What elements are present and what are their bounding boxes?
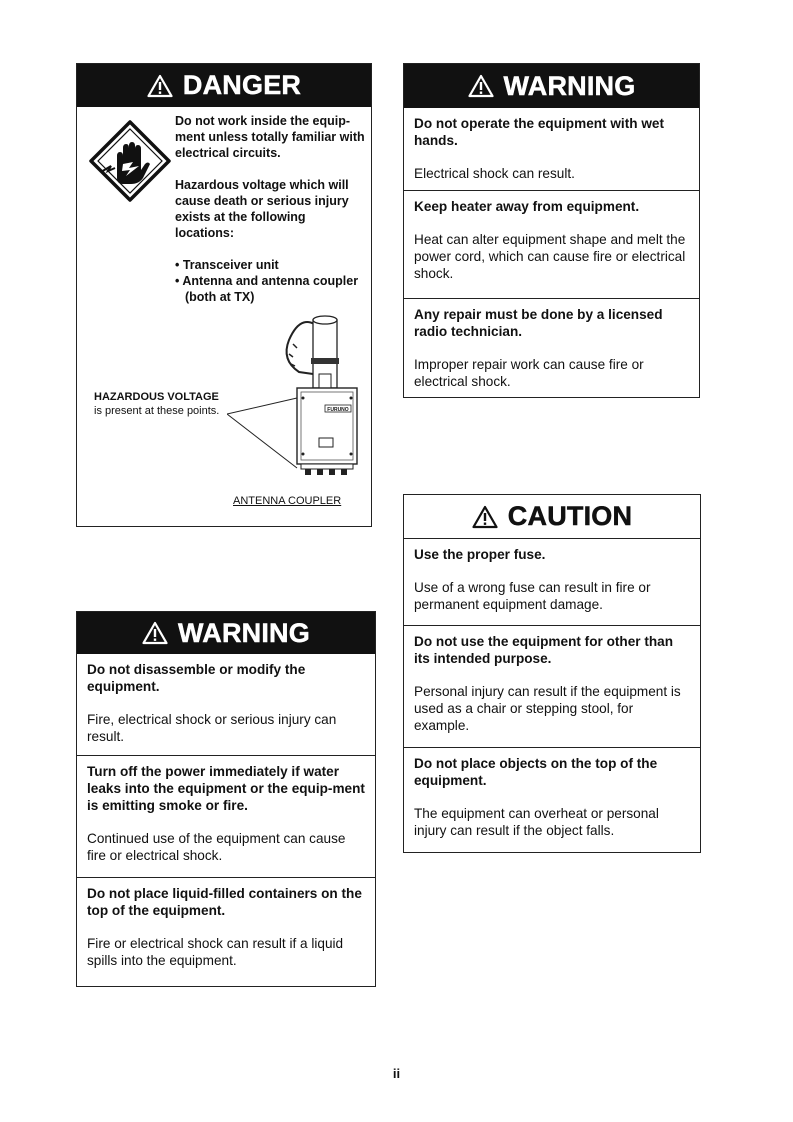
warning-left-item	[77, 877, 375, 978]
warning-box-right	[403, 63, 700, 398]
warning-right-header	[404, 64, 699, 108]
warning-right-item-text: Electrical shock can result.	[414, 166, 575, 181]
warning-left-item-text: Continued use of the equipment can cause fire or electrical shock.	[87, 831, 346, 863]
hazardous-voltage-title: HAZARDOUS VOLTAGE	[94, 391, 219, 403]
antenna-coupler-illustration	[227, 310, 367, 480]
electric-hazard-icon	[87, 118, 173, 204]
hazardous-voltage-label	[94, 390, 219, 418]
warning-right-title: WARNING	[503, 70, 636, 101]
warning-left-header	[77, 612, 375, 654]
warning-right-item-text: Heat can alter equipment shape and melt the power cord, which can cause fire or electrical shock.	[414, 232, 686, 281]
warning-left-item	[77, 654, 375, 755]
caution-item-bold: Do not use the equipment for other than its intended purpose.	[414, 634, 674, 666]
warning-right-item	[404, 108, 699, 190]
danger-header	[77, 64, 371, 107]
caution-item-text: Use of a wrong fuse can result in fire or permanent equipment damage.	[414, 580, 651, 612]
caution-header	[404, 495, 700, 539]
warning-right-item-bold: Do not operate the equipment with wet hands.	[414, 116, 664, 148]
danger-text	[175, 113, 365, 305]
caution-box	[403, 494, 701, 853]
warning-left-title: WARNING	[178, 617, 310, 648]
warning-right-item	[404, 190, 699, 298]
warning-triangle-icon	[472, 505, 498, 529]
caution-item	[404, 625, 700, 747]
caution-item-bold: Do not place objects on the top of the equipment.	[414, 756, 658, 788]
warning-triangle-icon	[142, 621, 168, 645]
caution-item-text: Personal injury can result if the equipment is used as a chair or stepping stool, for example.	[414, 684, 681, 733]
warning-left-item-text: Fire, electrical shock or serious injury can result.	[87, 712, 337, 744]
caution-item-bold: Use the proper fuse.	[414, 547, 546, 562]
warning-triangle-icon	[468, 74, 494, 98]
logo-text: FURUNO	[327, 407, 349, 413]
warning-right-item-bold: Keep heater away from equipment.	[414, 199, 640, 214]
warning-left-item-bold: Do not disassemble or modify the equipment.	[87, 662, 306, 694]
warning-box-left	[76, 611, 376, 987]
warning-left-item-bold: Do not place liquid-filled containers on the top of the equipment.	[87, 886, 362, 918]
warning-left-item-bold: Turn off the power immediately if water leaks into the equipment or the equip-ment is emitting smoke or fire.	[87, 764, 365, 813]
danger-bullet-1: • Transceiver unit	[175, 258, 279, 272]
warning-right-item-bold: Any repair must be done by a licensed radio technician.	[414, 307, 663, 339]
caution-item	[404, 539, 700, 625]
warning-left-item	[77, 755, 375, 877]
warning-triangle-icon	[147, 74, 173, 98]
warning-right-item	[404, 298, 699, 399]
antenna-coupler-label: ANTENNA COUPLER	[233, 495, 342, 507]
warning-right-item-text: Improper repair work can cause fire or electrical shock.	[414, 357, 644, 389]
caution-item-text: The equipment can overheat or personal injury can result if the object falls.	[414, 806, 659, 838]
danger-title: DANGER	[182, 70, 302, 100]
danger-bullet-2: • Antenna and antenna coupler (both at TX)	[175, 274, 359, 304]
caution-item	[404, 747, 700, 848]
hazardous-voltage-text: is present at these points.	[94, 405, 220, 417]
warning-left-item-text: Fire or electrical shock can result if a liquid spills into the equipment.	[87, 936, 344, 968]
danger-paragraph-2: Hazardous voltage which will cause death or serious injury exists at the following locations:	[175, 178, 349, 240]
danger-paragraph-1: Do not work inside the equip-ment unless totally familiar with electrical circuits.	[175, 114, 365, 160]
page-number: ii	[392, 1066, 401, 1081]
danger-box	[76, 63, 372, 527]
caution-title: CAUTION	[507, 501, 633, 531]
